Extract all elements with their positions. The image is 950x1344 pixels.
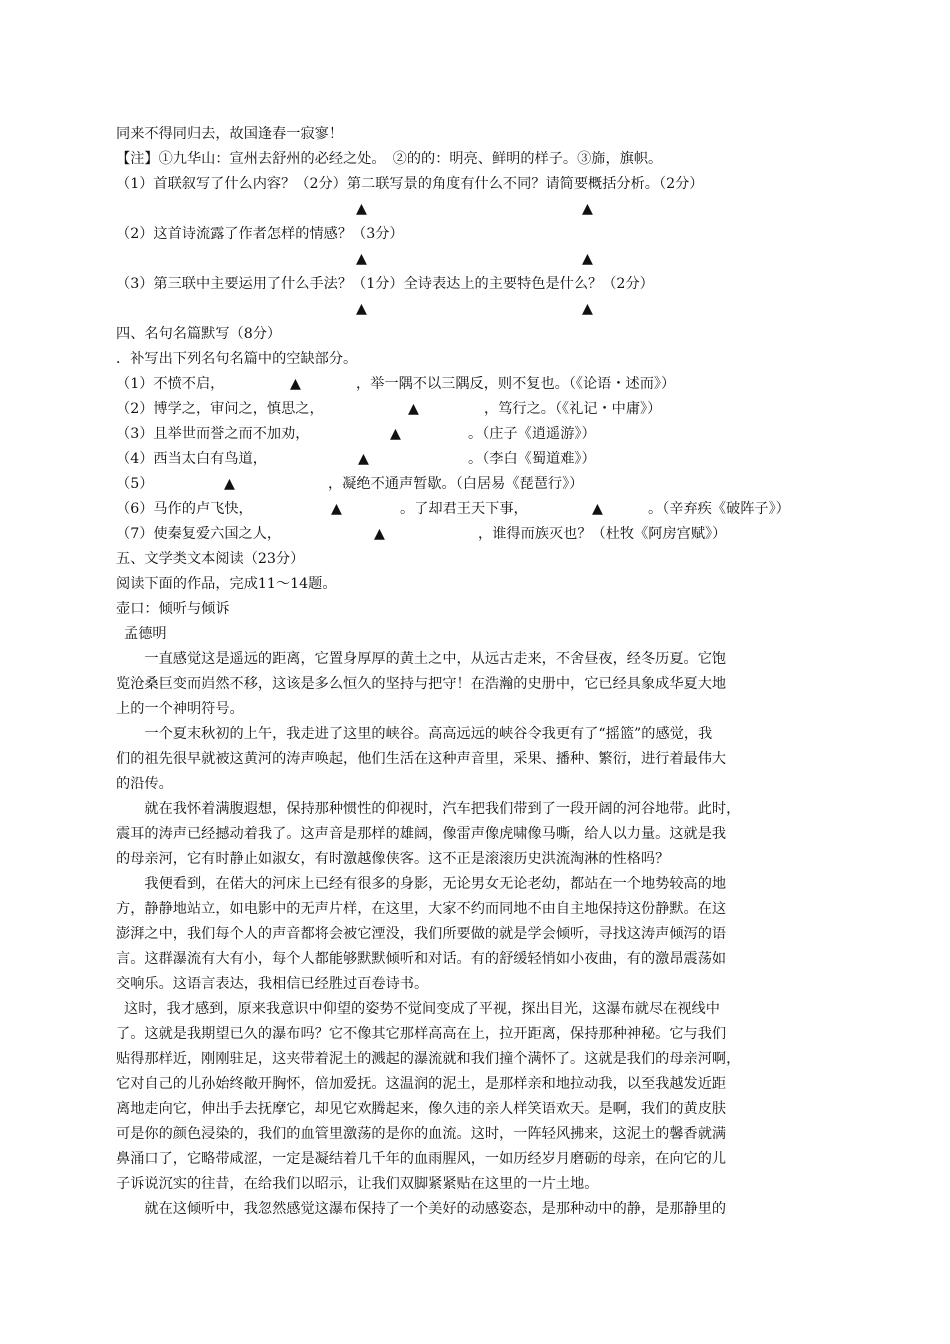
item-post: 。（李白《蜀道难》）	[468, 451, 596, 467]
blank-mark: ▲	[358, 451, 369, 467]
blank-mark: ▲	[592, 501, 603, 517]
section-5-instruction: 阅读下面的作品，完成11～14题。	[116, 576, 337, 592]
blank-mark: ▲	[390, 426, 401, 442]
blank-mark: ▲	[224, 476, 235, 492]
paragraph-line: 交响乐。这语言表达，我相信已经胜过百卷诗书。	[116, 976, 429, 992]
paragraph-line: 鼻涌口了，它略带咸涩，一定是凝结着几千年的血雨腥风，一如历经岁月磨砺的母亲，在向它的儿	[116, 1151, 727, 1167]
article-paragraph-6	[116, 1197, 840, 1222]
paragraph-line: 澎湃之中，我们每个人的声音都将会被它湮没，我们所要做的就是学会倾听，寻找这涛声倾泻的语	[116, 926, 727, 942]
paragraph-line: 一个夏末秋初的上午，我走进了这里的峡谷。高高远远的峡谷令我更有了“摇篮”的感觉，我	[144, 726, 713, 742]
answer-mark: ▲	[582, 201, 593, 217]
answer-mark: ▲	[356, 301, 367, 317]
item-post: 。（辛弃疾《破阵子》）	[648, 501, 790, 517]
blank-mark: ▲	[408, 401, 419, 417]
item-pre: （2）博学之，审问之，慎思之，	[116, 401, 324, 417]
item-post: ，谁得而族灭也？（杜牧《阿房宫赋》）	[478, 526, 727, 542]
item-post: ，笃行之。（《礼记・中庸》）	[484, 401, 662, 417]
article-paragraph-2	[116, 722, 840, 797]
answer-line-2	[116, 247, 840, 272]
paragraph-line: 就在我怀着满腹遐想，保持那种惯性的仰视时，汽车把我们带到了一段开阔的河谷地带。此时，	[144, 801, 741, 817]
paragraph-line: 这时，我才感到，原来我意识中仰望的姿势不觉间变成了平视，探出目光，这瀑布就尽在视线中	[124, 1001, 720, 1017]
item-post: ，凝绝不通声暂歇。（白居易《琵琶行》）	[328, 476, 584, 492]
blank-mark: ▲	[374, 526, 385, 542]
article-paragraph-1	[116, 647, 840, 722]
paragraph-line: 览沧桑巨变而岿然不移，这该是多么恒久的坚持与把守！在浩瀚的史册中，它已经具象成华夏大地	[116, 676, 727, 692]
answer-mark: ▲	[356, 201, 367, 217]
recitation-item-2	[116, 397, 840, 422]
answer-line-1	[116, 197, 840, 222]
item-pre: （7）使秦复爱六国之人，	[116, 526, 282, 542]
document-page	[116, 122, 840, 1222]
section-4-title: 四、名句名篇默写（8分）	[116, 326, 282, 342]
recitation-item-3	[116, 422, 840, 447]
item-mid: 。了却君王天下事，	[400, 501, 528, 517]
poem-last-line: 同来不得同归去，故国逢春一寂寥！	[116, 126, 344, 142]
paragraph-line: 离地走向它，伸出手去抚摩它，却见它欢腾起来，像久违的亲人样笑语欢天。是啊，我们的黄皮肤	[116, 1101, 727, 1117]
recitation-item-7	[116, 522, 840, 547]
question-3: （3）第三联中主要运用了什么手法？（1分）全诗表达上的主要特色是什么？（2分）	[116, 276, 654, 292]
paragraph-line: 上的一个神明符号。	[116, 701, 244, 717]
item-post: ，举一隅不以三隅反，则不复也。（《论语・述而》）	[356, 376, 676, 392]
item-pre: （4）西当太白有鸟道，	[116, 451, 267, 467]
paragraph-line: 一直感觉这是遥远的距离，它置身厚厚的黄土之中，从远古走来，不舍昼夜，经冬历夏。它饱	[144, 651, 727, 667]
paragraph-line: 它对自己的儿孙始终敞开胸怀，倍加爱抚。这温润的泥土，是那样亲和地拉动我，以至我越发近距	[116, 1076, 727, 1092]
poem-note: 【注】①九华山：宣州去舒州的必经之处。 ②的的：明亮、鲜明的样子。③旆，旗帜。	[116, 151, 663, 167]
recitation-item-6	[116, 497, 840, 522]
paragraph-line: 震耳的涛声已经撼动着我了。这声音是那样的雄阔，像雷声像虎啸像马嘶，给人以力量。这就是我	[116, 826, 727, 842]
question-1: （1）首联叙写了什么内容？（2分）第二联写景的角度有什么不同？请简要概括分析。（2分）	[116, 176, 704, 192]
paragraph-line: 贴得那样近，刚刚驻足，这夹带着泥土的溅起的瀑流就和我们撞个满怀了。这就是我们的母亲河啊，	[116, 1051, 741, 1067]
paragraph-line: 的沿传。	[116, 776, 173, 792]
article-author: 孟德明	[124, 626, 167, 642]
paragraph-line: 了。这就是我期望已久的瀑布吗？它不像其它那样高高在上，拉开距离，保持那种神秘。它与我们	[116, 1026, 727, 1042]
paragraph-line: 就在这倾听中，我忽然感觉这瀑布保持了一个美好的动感姿态，是那种动中的静，是那静里的	[144, 1201, 727, 1217]
recitation-item-5	[116, 472, 840, 497]
section-5-title: 五、文学类文本阅读（23分）	[116, 551, 305, 567]
paragraph-line: 可是你的颜色浸染的，我们的血管里激荡的是你的血流。这时，一阵轻风拂来，这泥土的馨香就满	[116, 1126, 727, 1142]
answer-line-3	[116, 297, 840, 322]
article-paragraph-5	[116, 997, 840, 1197]
paragraph-line: 我便看到，在偌大的河床上已经有很多的身影，无论男女无论老幼，都站在一个地势较高的地	[144, 876, 727, 892]
paragraph-line: 子诉说沉实的往昔，在给我们以昭示，让我们双脚紧紧贴在这里的一片土地。	[116, 1176, 599, 1192]
blank-mark: ▲	[290, 376, 301, 392]
question-2: （2）这首诗流露了作者怎样的情感？（3分）	[116, 226, 404, 242]
item-pre: （1）不愤不启，	[116, 376, 225, 392]
article-title: 壶口：倾听与倾诉	[116, 601, 230, 617]
item-post: 。（庄子《逍遥游》）	[468, 426, 596, 442]
answer-mark: ▲	[356, 251, 367, 267]
paragraph-line: 的母亲河，它有时静止如淑女，有时激越像侠客。这不正是滚滚历史洪流淘淋的性格吗？	[116, 851, 670, 867]
item-pre: （5）	[116, 476, 154, 492]
paragraph-line: 们的祖先很早就被这黄河的涛声唤起，他们生活在这种声音里，采果、播种、繁衍，进行着最伟大	[116, 751, 727, 767]
blank-mark: ▲	[331, 501, 342, 517]
recitation-item-4	[116, 447, 840, 472]
section-4-instruction: ．补写出下列名句名篇中的空缺部分。	[116, 351, 358, 367]
item-pre: （3）且举世而誉之而不加劝，	[116, 426, 310, 442]
article-paragraph-4	[116, 872, 840, 997]
paragraph-line: 方，静静地站立，如电影中的无声片样，在这里，大家不约而同地不由自主地保持这份静默。在这	[116, 901, 727, 917]
recitation-item-1	[116, 372, 840, 397]
item-pre: （6）马作的卢飞快，	[116, 501, 253, 517]
answer-mark: ▲	[582, 251, 593, 267]
article-paragraph-3	[116, 797, 840, 872]
answer-mark: ▲	[582, 301, 593, 317]
paragraph-line: 言。这群瀑流有大有小，每个人都能够默默倾听和对话。有的舒缓轻悄如小夜曲，有的激昂震荡如	[116, 951, 727, 967]
